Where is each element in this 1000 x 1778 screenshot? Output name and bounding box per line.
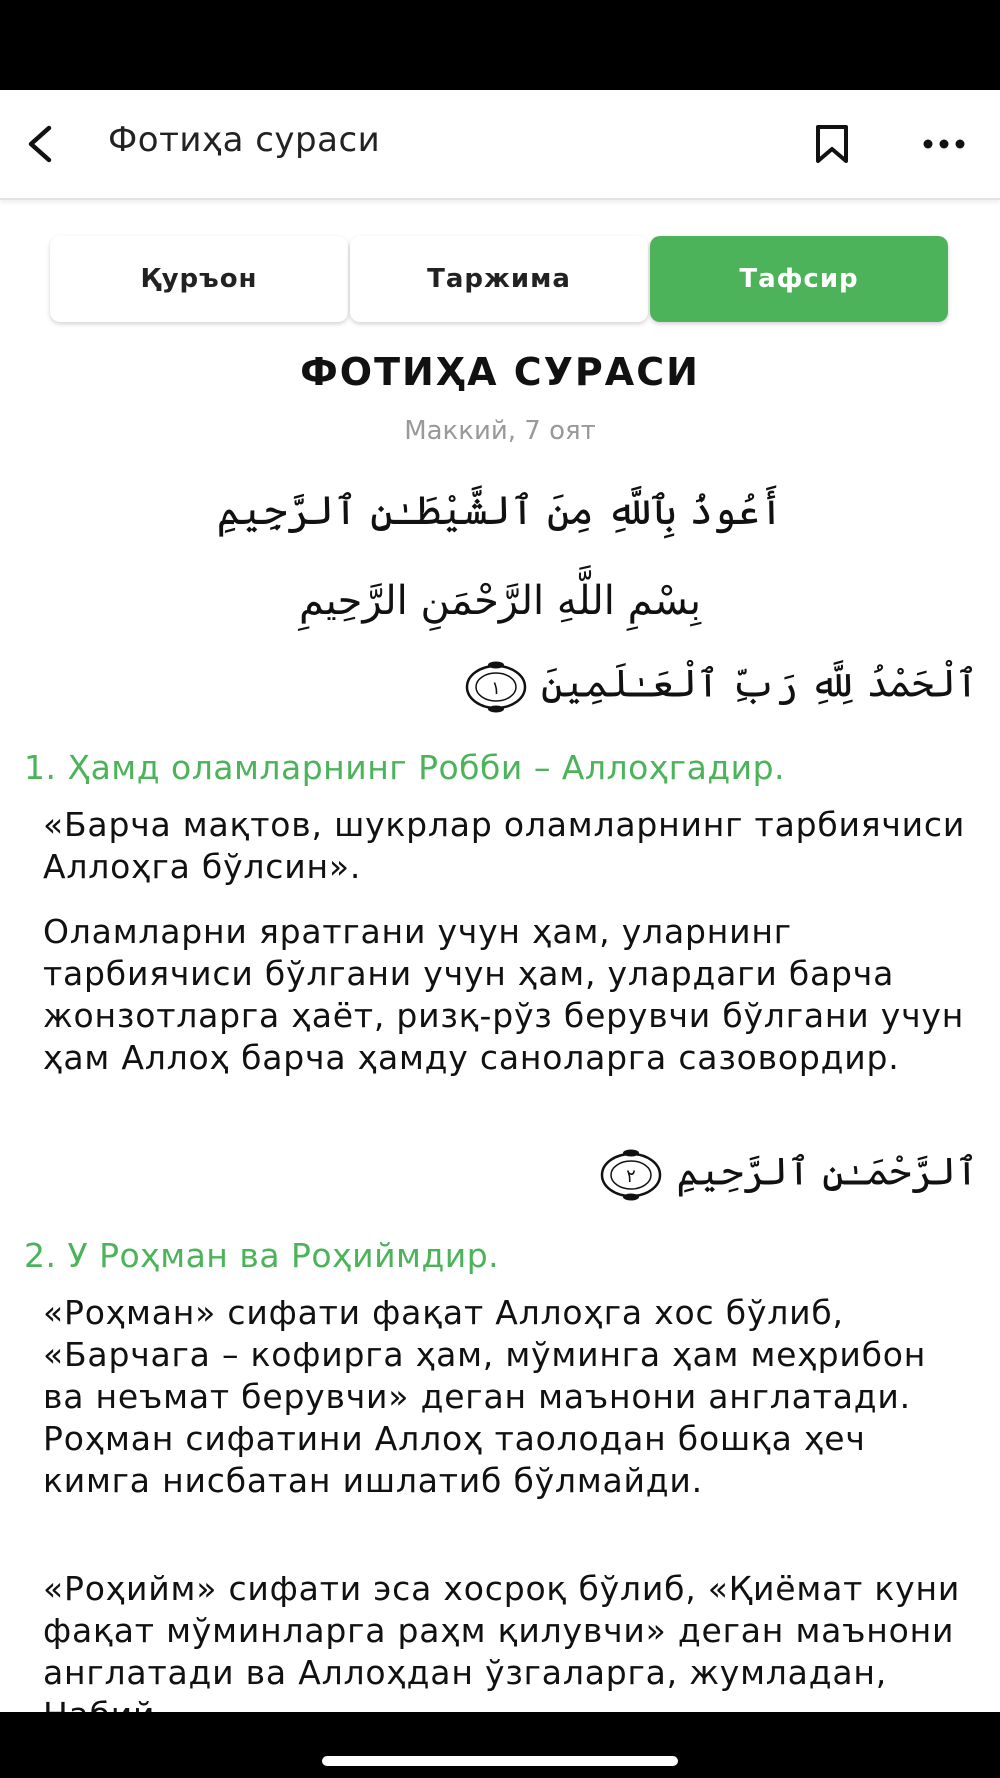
verse-arabic-2 [598,1148,978,1202]
svg-text:١: ١ [491,678,501,699]
home-indicator[interactable] [322,1756,678,1766]
basmala-text: بِسْمِ اللَّهِ الرَّحْمَنِ الرَّحِيمِ [298,578,702,624]
page-title: Фотиҳа сураси [108,120,381,160]
chevron-left-icon [23,124,57,164]
svg-text:٢: ٢ [626,1166,637,1187]
bookmark-icon [814,123,850,165]
sura-meta: Маккий, 7 оят [404,416,596,446]
top-app-bar [0,90,1000,200]
bookmark-button[interactable] [802,114,862,174]
status-bar [0,0,1000,90]
verse-1-paragraph-1: «Барча мақтов, шукрлар оламларнинг тарбиячиси Аллоҳга бўлсин». [43,805,966,886]
verse-arabic-text: ٱلرَّحْمَـٰنِ ٱلرَّحِيمِ [676,1149,978,1194]
verse-1-paragraph-2: Оламларни яратгани учун ҳам, уларнинг тарбиячиси бўлгани учун ҳам, улардаги барча жонзотларга ҳаёт, ризқ-рўз берувчи бўлгани учун ҳам Аллоҳ барча ҳамду саноларга сазовордир. [43,912,965,1077]
tab-quran[interactable]: Қуръон [50,236,348,322]
tab-tafsir[interactable]: Тафсир [650,236,948,322]
verse-2-paragraph-1: «Роҳман» сифати фақат Аллоҳга хос бўлиб, «Барчага – кофирга ҳам, мўминга ҳам меҳрибон ва неъмат берувчи» деган маънони англатади. Роҳман сифатини Аллоҳ таолодан бошқа ҳеч кимга нисбатан ишлатиб бўлмайди. [43,1293,927,1500]
verse-number-marker [463,660,529,714]
sura-title: ФОТИҲА СУРАСИ [300,350,700,394]
istiaza-text: أَعُوذُ بِٱللَّهِ مِنَ ٱلشَّيْطَـٰنِ ٱلرَّجِيمِ [216,488,784,534]
verse-arabic-1 [463,660,978,714]
verse-number-marker [598,1148,664,1202]
verse-2-paragraph-2: «Роҳийм» сифати эса хосроқ бўлиб, «Қиёмат куни фақат мўминларга раҳм қилувчи» деган маънони англатади ва Аллоҳдан ўзгаларга, жумладан, [43,1569,961,1692]
home-indicator-area [0,1712,1000,1778]
back-button[interactable] [10,114,70,174]
verse-heading-1: 1. Ҳамд оламларнинг Робби – Аллоҳгадир. [24,748,786,787]
view-tabs [50,236,950,322]
verse-heading-2: 2. У Роҳман ва Роҳиймдир. [24,1236,500,1275]
tab-translation[interactable]: Таржима [350,236,648,322]
more-dots-icon [922,138,966,150]
verse-arabic-text: ٱلْحَمْدُ لِلَّهِ رَبِّ ٱلْعَـٰلَمِينَ [540,661,978,706]
more-options-button[interactable] [914,114,974,174]
